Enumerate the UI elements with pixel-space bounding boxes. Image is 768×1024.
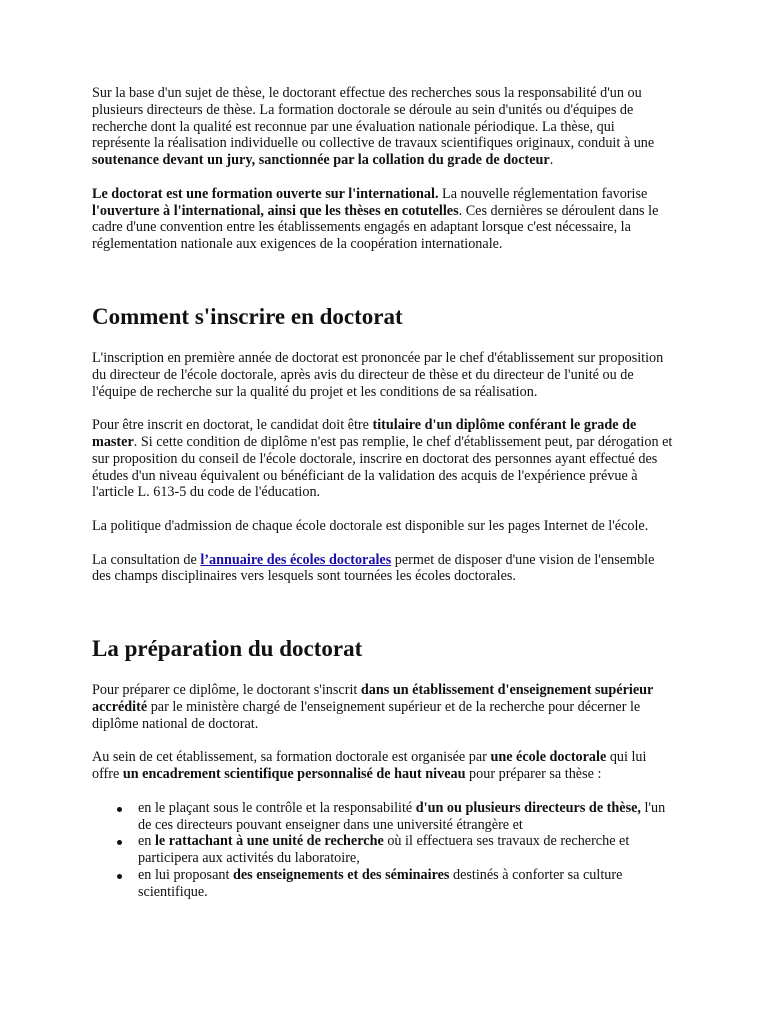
text-run: où il effectuera ses travaux de recherche et participera aux activités du laboratoire, — [138, 833, 630, 867]
bold-text: l'ouverture à l'international, ainsi que les thèses en cotutelles — [92, 202, 459, 219]
list-item — [138, 800, 676, 834]
bold-text: un encadrement scientifique personnalisé de haut niveau — [122, 766, 466, 783]
list-item — [138, 833, 676, 867]
text-run: en lui proposant — [138, 866, 233, 883]
text-run: . Ces dernières se déroulent dans le cadre d'une convention entre les établissements engagés en adaptant lorsque c'est nécessaire, la réglementation nationale aux exigences de la coopération internationale. — [92, 202, 659, 253]
text-run: . Si cette condition de diplôme n'est pas remplie, le chef d'établissement peut, par dérogation et sur proposition du conseil de l'école doctorale, inscrire en doctorat des personnes ayant effectué des études d'un niveau équivalent ou bénéficiant de la validation des acquis de l'expérience prévue à l'article L. 613-5 du code de l'éducation. — [92, 433, 673, 501]
text-run: pour préparer sa thèse : — [465, 766, 602, 783]
section-heading-inscription: Comment s'inscrire en doctorat — [92, 303, 403, 329]
text-run: Pour préparer ce diplôme, le doctorant s'inscrit — [92, 682, 361, 699]
text-run: en — [138, 833, 155, 850]
bold-text: une école doctorale — [490, 749, 607, 766]
text-run: l'un de ces directeurs pouvant enseigner dans une université étrangère et — [138, 799, 666, 833]
text-run: Au sein de cet établissement, sa formation doctorale est organisée par — [92, 749, 491, 766]
inscription-paragraph-1 — [92, 350, 676, 400]
preparation-list — [92, 800, 676, 901]
text-run: La nouvelle réglementation favorise — [438, 185, 648, 202]
text-run: Sur la base d'un sujet de thèse, le doctorant effectue des recherches sous la responsabilité d'un ou plusieurs directeurs de thèse. La formation doctorale se déroule au sein d'unités ou d'équipes de recherche dont la qualité est reconnue par une évaluation nationale périodique. La thèse, qui représente la réalisation individuelle ou collective de travaux scientifiques originaux, conduit à une — [92, 85, 655, 152]
inscription-paragraph-4 — [92, 552, 676, 586]
text-run: par le ministère chargé de l'enseignement supérieur et de la recherche pour décerner le diplôme national de doctorat. — [92, 698, 641, 732]
text-run: destinés à conforter sa culture scientifique. — [138, 866, 623, 900]
bold-text: dans un établissement d'enseignement supérieur accrédité — [92, 682, 654, 715]
text-run: en le plaçant sous le contrôle et la responsabilité — [138, 799, 416, 816]
bold-text: titulaire d'un diplôme conférant le grade de master — [92, 417, 637, 450]
text-run: . — [549, 152, 554, 169]
text-run: La consultation de — [92, 551, 201, 568]
text-run: Pour être inscrit en doctorat, le candidat doit être — [92, 417, 373, 434]
bold-text: le rattachant à une unité de recherche — [154, 833, 384, 850]
preparation-paragraph-1 — [92, 682, 676, 732]
inscription-paragraph-2 — [92, 417, 676, 501]
bold-text: Le doctorat est une formation ouverte sur l'international. — [92, 185, 439, 202]
preparation-paragraph-2 — [92, 749, 676, 783]
inscription-paragraph-3 — [92, 518, 676, 535]
bold-text: soutenance devant un jury, sanctionnée par la collation du grade de docteur — [92, 152, 550, 169]
text-run: permet de disposer d'une vision de l'ensemble des champs disciplinaires vers lesquels sont tournées les écoles doctorales. — [92, 551, 655, 585]
list-item — [138, 867, 676, 901]
text-run: L'inscription en première année de doctorat est prononcée par le chef d'établissement sur proposition du directeur de l'école doctorale, après avis du directeur de thèse et du directeur de l'unité ou de l'équipe de recherche sur la qualité du projet et les conditions de sa réalisation. — [92, 349, 664, 400]
bold-text: des enseignements et des séminaires — [232, 866, 450, 883]
section-heading-preparation: La préparation du doctorat — [92, 636, 363, 662]
intro-paragraph-2 — [92, 186, 676, 253]
text-run: qui lui offre — [92, 749, 647, 783]
intro-paragraph-1 — [92, 85, 676, 169]
bold-text: d'un ou plusieurs directeurs de thèse, — [415, 799, 641, 816]
annuaire-link[interactable]: l’annuaire des écoles doctorales — [200, 551, 392, 568]
text-run: La politique d'admission de chaque école doctorale est disponible sur les pages Internet de l'école. — [92, 517, 649, 534]
